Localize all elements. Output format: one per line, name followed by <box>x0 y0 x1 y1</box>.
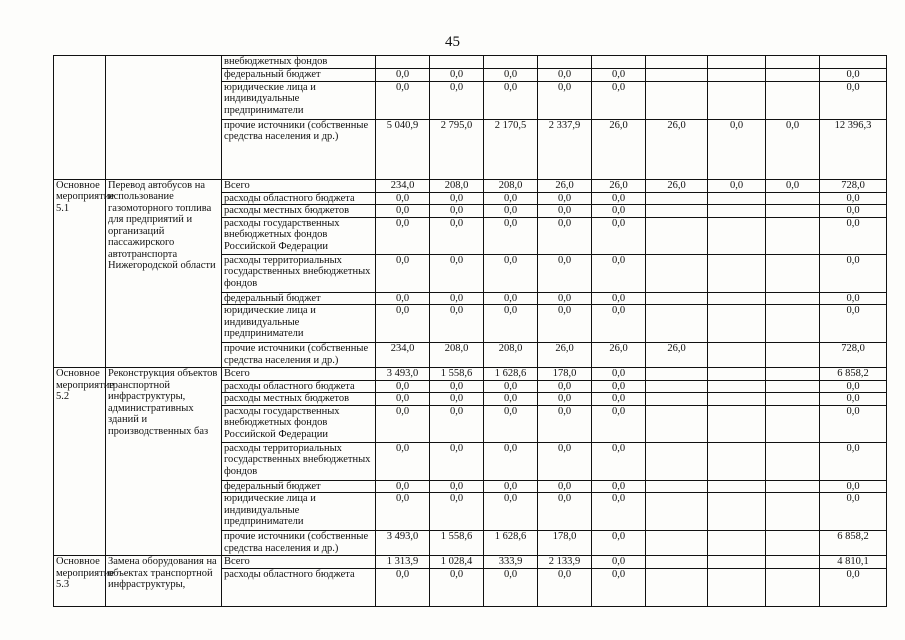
amount-cell <box>708 192 766 205</box>
amount-cell: 0,0 <box>538 292 592 305</box>
amount-cell: 0,0 <box>538 442 592 480</box>
amount-cell <box>708 405 766 442</box>
amount-cell <box>708 556 766 569</box>
amount-cell <box>708 68 766 81</box>
measure-name <box>106 56 222 180</box>
funding-source: расходы территориальных государственных внебюджетных фондов <box>222 442 376 480</box>
amount-cell: 0,0 <box>376 192 430 205</box>
amount-cell <box>646 493 708 531</box>
amount-cell <box>766 380 820 393</box>
amount-cell <box>708 292 766 305</box>
table-row <box>54 556 887 569</box>
funding-source: расходы областного бюджета <box>222 192 376 205</box>
amount-cell <box>646 405 708 442</box>
amount-cell <box>708 305 766 343</box>
amount-cell: 0,0 <box>430 205 484 218</box>
amount-cell <box>766 493 820 531</box>
amount-cell: 0,0 <box>820 568 887 606</box>
amount-cell: 1 558,6 <box>430 368 484 381</box>
amount-cell: 26,0 <box>646 343 708 368</box>
amount-cell: 0,0 <box>376 393 430 406</box>
amount-cell <box>646 393 708 406</box>
amount-cell: 0,0 <box>820 305 887 343</box>
amount-cell: 0,0 <box>820 192 887 205</box>
amount-cell <box>766 205 820 218</box>
funding-source: расходы областного бюджета <box>222 568 376 606</box>
amount-cell: 0,0 <box>592 292 646 305</box>
amount-cell: 0,0 <box>430 480 484 493</box>
amount-cell <box>646 217 708 254</box>
funding-source: расходы областного бюджета <box>222 380 376 393</box>
table-row <box>54 179 887 192</box>
amount-cell: 0,0 <box>376 292 430 305</box>
amount-cell: 1 628,6 <box>484 531 538 556</box>
amount-cell: 0,0 <box>484 442 538 480</box>
funding-source: расходы местных бюджетов <box>222 205 376 218</box>
amount-cell <box>646 192 708 205</box>
funding-source: прочие источники (собственные средства населения и др.) <box>222 119 376 179</box>
amount-cell <box>646 305 708 343</box>
amount-cell: 0,0 <box>430 254 484 292</box>
amount-cell: 208,0 <box>484 343 538 368</box>
amount-cell <box>766 292 820 305</box>
funding-source: юридические лица и индивидуальные предприниматели <box>222 493 376 531</box>
measure-label: Основное мероприятие 5.2 <box>54 368 106 556</box>
amount-cell: 0,0 <box>538 81 592 119</box>
amount-cell: 728,0 <box>820 179 887 192</box>
amount-cell: 26,0 <box>592 119 646 179</box>
amount-cell <box>646 380 708 393</box>
amount-cell: 0,0 <box>376 405 430 442</box>
amount-cell <box>766 405 820 442</box>
amount-cell: 1 558,6 <box>430 531 484 556</box>
amount-cell: 4 810,1 <box>820 556 887 569</box>
amount-cell: 0,0 <box>538 217 592 254</box>
amount-cell: 0,0 <box>376 305 430 343</box>
amount-cell: 1 628,6 <box>484 368 538 381</box>
amount-cell: 0,0 <box>430 305 484 343</box>
amount-cell: 0,0 <box>484 254 538 292</box>
amount-cell: 0,0 <box>820 254 887 292</box>
amount-cell: 0,0 <box>430 380 484 393</box>
amount-cell: 0,0 <box>484 192 538 205</box>
amount-cell: 0,0 <box>592 205 646 218</box>
amount-cell <box>646 292 708 305</box>
amount-cell <box>708 81 766 119</box>
amount-cell: 0,0 <box>592 480 646 493</box>
amount-cell: 26,0 <box>592 179 646 192</box>
amount-cell <box>708 254 766 292</box>
amount-cell: 178,0 <box>538 531 592 556</box>
amount-cell: 0,0 <box>592 568 646 606</box>
amount-cell: 0,0 <box>592 531 646 556</box>
amount-cell: 0,0 <box>592 217 646 254</box>
funding-source: федеральный бюджет <box>222 68 376 81</box>
amount-cell: 0,0 <box>430 192 484 205</box>
measure-label <box>54 56 106 180</box>
table-row <box>54 56 887 69</box>
amount-cell <box>646 368 708 381</box>
amount-cell: 1 028,4 <box>430 556 484 569</box>
amount-cell: 0,0 <box>538 393 592 406</box>
amount-cell: 0,0 <box>538 480 592 493</box>
amount-cell: 0,0 <box>376 254 430 292</box>
amount-cell: 0,0 <box>592 68 646 81</box>
amount-cell <box>708 343 766 368</box>
amount-cell: 728,0 <box>820 343 887 368</box>
amount-cell: 6 858,2 <box>820 368 887 381</box>
budget-table <box>53 55 887 607</box>
amount-cell <box>708 393 766 406</box>
amount-cell <box>766 254 820 292</box>
amount-cell: 0,0 <box>820 292 887 305</box>
amount-cell: 178,0 <box>538 368 592 381</box>
amount-cell <box>766 305 820 343</box>
amount-cell <box>708 205 766 218</box>
amount-cell: 0,0 <box>592 556 646 569</box>
amount-cell: 26,0 <box>538 343 592 368</box>
amount-cell: 0,0 <box>592 81 646 119</box>
amount-cell: 2 795,0 <box>430 119 484 179</box>
amount-cell: 0,0 <box>484 405 538 442</box>
amount-cell: 0,0 <box>820 442 887 480</box>
amount-cell <box>376 56 430 69</box>
amount-cell: 0,0 <box>484 568 538 606</box>
funding-source: прочие источники (собственные средства населения и др.) <box>222 343 376 368</box>
funding-source: федеральный бюджет <box>222 292 376 305</box>
amount-cell: 0,0 <box>820 405 887 442</box>
amount-cell: 0,0 <box>820 217 887 254</box>
amount-cell: 26,0 <box>646 179 708 192</box>
amount-cell: 0,0 <box>538 380 592 393</box>
amount-cell: 0,0 <box>820 480 887 493</box>
amount-cell <box>766 368 820 381</box>
amount-cell <box>646 556 708 569</box>
amount-cell: 0,0 <box>708 179 766 192</box>
amount-cell <box>766 68 820 81</box>
amount-cell: 0,0 <box>538 405 592 442</box>
measure-label: Основное мероприятие 5.3 <box>54 556 106 607</box>
amount-cell <box>646 68 708 81</box>
funding-source: расходы территориальных государственных внебюджетных фондов <box>222 254 376 292</box>
amount-cell <box>708 368 766 381</box>
amount-cell: 0,0 <box>430 292 484 305</box>
funding-source: внебюджетных фондов <box>222 56 376 69</box>
amount-cell: 0,0 <box>484 380 538 393</box>
amount-cell: 0,0 <box>592 442 646 480</box>
amount-cell: 0,0 <box>430 217 484 254</box>
measure-name: Замена оборудования на объектах транспортной инфраструктуры, <box>106 556 222 607</box>
amount-cell <box>766 56 820 69</box>
amount-cell: 0,0 <box>538 305 592 343</box>
amount-cell: 2 170,5 <box>484 119 538 179</box>
amount-cell <box>708 568 766 606</box>
amount-cell: 26,0 <box>592 343 646 368</box>
amount-cell: 0,0 <box>430 568 484 606</box>
amount-cell: 0,0 <box>484 480 538 493</box>
funding-source: юридические лица и индивидуальные предприниматели <box>222 305 376 343</box>
amount-cell: 0,0 <box>538 205 592 218</box>
amount-cell: 0,0 <box>592 493 646 531</box>
amount-cell <box>766 480 820 493</box>
amount-cell <box>766 192 820 205</box>
amount-cell <box>708 217 766 254</box>
amount-cell <box>766 442 820 480</box>
amount-cell: 12 396,3 <box>820 119 887 179</box>
amount-cell <box>646 480 708 493</box>
amount-cell <box>766 393 820 406</box>
amount-cell: 0,0 <box>376 380 430 393</box>
amount-cell: 2 133,9 <box>538 556 592 569</box>
amount-cell: 0,0 <box>430 442 484 480</box>
amount-cell: 0,0 <box>484 217 538 254</box>
amount-cell: 0,0 <box>538 493 592 531</box>
amount-cell <box>708 442 766 480</box>
amount-cell: 0,0 <box>484 493 538 531</box>
amount-cell <box>646 81 708 119</box>
amount-cell: 1 313,9 <box>376 556 430 569</box>
amount-cell <box>820 56 887 69</box>
amount-cell: 333,9 <box>484 556 538 569</box>
amount-cell: 0,0 <box>484 205 538 218</box>
amount-cell <box>646 531 708 556</box>
amount-cell: 0,0 <box>538 568 592 606</box>
amount-cell <box>708 531 766 556</box>
amount-cell: 0,0 <box>538 254 592 292</box>
amount-cell: 0,0 <box>376 442 430 480</box>
funding-source: Всего <box>222 556 376 569</box>
amount-cell: 0,0 <box>376 480 430 493</box>
page-number: 45 <box>445 34 460 50</box>
amount-cell <box>766 556 820 569</box>
amount-cell: 5 040,9 <box>376 119 430 179</box>
amount-cell: 0,0 <box>538 68 592 81</box>
amount-cell <box>646 254 708 292</box>
table-row <box>54 368 887 381</box>
amount-cell: 0,0 <box>820 393 887 406</box>
amount-cell <box>484 56 538 69</box>
amount-cell <box>646 205 708 218</box>
amount-cell: 0,0 <box>376 568 430 606</box>
funding-source: федеральный бюджет <box>222 480 376 493</box>
amount-cell <box>538 56 592 69</box>
amount-cell <box>766 343 820 368</box>
funding-source: Всего <box>222 368 376 381</box>
amount-cell: 0,0 <box>430 393 484 406</box>
amount-cell: 0,0 <box>430 405 484 442</box>
amount-cell: 234,0 <box>376 343 430 368</box>
amount-cell: 0,0 <box>592 254 646 292</box>
amount-cell <box>646 56 708 69</box>
amount-cell: 0,0 <box>430 68 484 81</box>
amount-cell: 0,0 <box>820 81 887 119</box>
amount-cell <box>708 480 766 493</box>
amount-cell <box>766 217 820 254</box>
amount-cell: 0,0 <box>376 81 430 119</box>
amount-cell: 3 493,0 <box>376 368 430 381</box>
amount-cell: 26,0 <box>646 119 708 179</box>
amount-cell: 6 858,2 <box>820 531 887 556</box>
amount-cell: 0,0 <box>430 493 484 531</box>
amount-cell: 3 493,0 <box>376 531 430 556</box>
amount-cell <box>430 56 484 69</box>
amount-cell <box>766 81 820 119</box>
amount-cell: 0,0 <box>430 81 484 119</box>
amount-cell: 0,0 <box>484 305 538 343</box>
amount-cell: 0,0 <box>820 380 887 393</box>
amount-cell <box>646 442 708 480</box>
funding-source: юридические лица и индивидуальные предприниматели <box>222 81 376 119</box>
amount-cell: 0,0 <box>820 493 887 531</box>
amount-cell: 0,0 <box>484 68 538 81</box>
funding-source: расходы государственных внебюджетных фондов Российской Федерации <box>222 405 376 442</box>
amount-cell: 0,0 <box>484 81 538 119</box>
amount-cell: 208,0 <box>430 343 484 368</box>
measure-label: Основное мероприятие 5.1 <box>54 179 106 368</box>
measure-name: Перевод автобусов на использование газомоторного топлива для предприятий и организаций пассажирского автотранспорта Нижегородской области <box>106 179 222 368</box>
amount-cell <box>708 380 766 393</box>
amount-cell: 0,0 <box>376 68 430 81</box>
amount-cell: 0,0 <box>820 205 887 218</box>
funding-source: Всего <box>222 179 376 192</box>
amount-cell: 26,0 <box>538 179 592 192</box>
amount-cell <box>592 56 646 69</box>
funding-source: расходы государственных внебюджетных фондов Российской Федерации <box>222 217 376 254</box>
amount-cell <box>646 568 708 606</box>
amount-cell: 234,0 <box>376 179 430 192</box>
amount-cell <box>708 56 766 69</box>
amount-cell: 0,0 <box>592 393 646 406</box>
amount-cell: 208,0 <box>484 179 538 192</box>
amount-cell: 0,0 <box>484 292 538 305</box>
funding-source: прочие источники (собственные средства населения и др.) <box>222 531 376 556</box>
amount-cell: 0,0 <box>592 305 646 343</box>
amount-cell: 0,0 <box>766 119 820 179</box>
amount-cell: 0,0 <box>592 405 646 442</box>
amount-cell: 0,0 <box>820 68 887 81</box>
amount-cell: 0,0 <box>376 493 430 531</box>
amount-cell <box>766 531 820 556</box>
amount-cell: 208,0 <box>430 179 484 192</box>
amount-cell <box>708 493 766 531</box>
amount-cell: 0,0 <box>592 380 646 393</box>
measure-name: Реконструкция объектов транспортной инфраструктуры, административных зданий и производственных баз <box>106 368 222 556</box>
amount-cell <box>766 568 820 606</box>
amount-cell: 2 337,9 <box>538 119 592 179</box>
funding-source: расходы местных бюджетов <box>222 393 376 406</box>
amount-cell: 0,0 <box>376 205 430 218</box>
amount-cell: 0,0 <box>592 368 646 381</box>
amount-cell: 0,0 <box>708 119 766 179</box>
amount-cell: 0,0 <box>538 192 592 205</box>
amount-cell: 0,0 <box>766 179 820 192</box>
amount-cell: 0,0 <box>376 217 430 254</box>
amount-cell: 0,0 <box>592 192 646 205</box>
amount-cell: 0,0 <box>484 393 538 406</box>
